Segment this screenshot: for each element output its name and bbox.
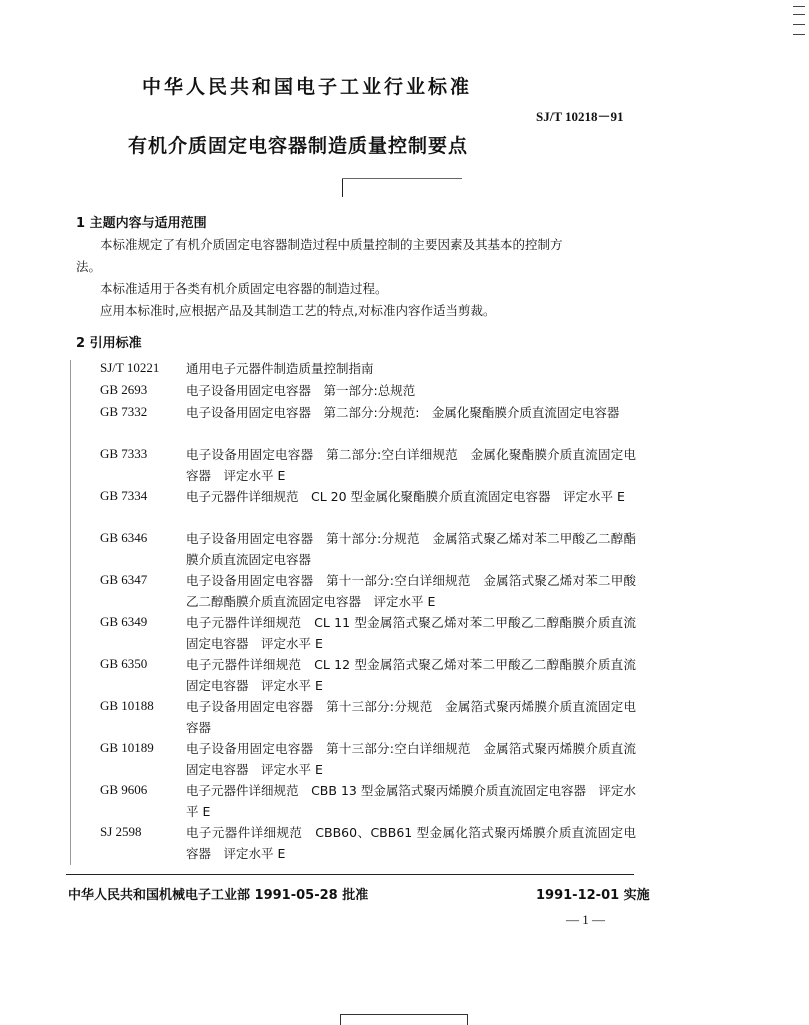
ref-code: GB 7334 — [100, 488, 148, 503]
ref-code: SJ 2598 — [100, 824, 142, 839]
ref-code: GB 10188 — [100, 698, 154, 713]
ref-code: GB 6349 — [100, 614, 148, 629]
scan-bottom-mark — [340, 1014, 468, 1025]
implementation-date: 1991-12-01 实施 — [536, 888, 650, 903]
page-number: — 1 — — [566, 912, 605, 927]
ref-title: 电子设备用固定电容器 第十三部分:空白详细规范 金属箔式聚丙烯膜介质直流固定电容器 评定水平 E — [186, 741, 636, 777]
ref-title: 电子设备用固定电容器 第十三部分:分规范 金属箔式聚丙烯膜介质直流固定电容器 — [186, 699, 636, 735]
ref-code: GB 6350 — [100, 656, 148, 671]
ref-title: 电子元器件详细规范 CBB 13 型金属箔式聚丙烯膜介质直流固定电容器 评定水平 E — [186, 783, 636, 819]
industry-standard-header: 中华人民共和国电子工业行业标准 — [142, 76, 473, 98]
ref-code: GB 7333 — [100, 446, 148, 461]
ref-code: GB 9606 — [100, 782, 148, 797]
ref-title: 通用电子元器件制造质量控制指南 — [186, 361, 374, 376]
scan-corner-marks — [791, 0, 805, 40]
ref-code: GB 2693 — [100, 382, 148, 397]
footer-rule — [66, 874, 634, 875]
ref-title: 电子元器件详细规范 CL 20 型金属化聚酯膜介质直流固定电容器 评定水平 E — [186, 489, 625, 504]
approval-statement: 中华人民共和国机械电子工业部 1991-05-28 批准 — [68, 888, 369, 903]
ref-code: GB 7332 — [100, 404, 148, 419]
section-1-para-1-line-1: 本标准规定了有机介质固定电容器制造过程中质量控制的主要因素及其基本的控制方 — [100, 237, 563, 252]
ref-title: 电子元器件详细规范 CL 12 型金属箔式聚乙烯对苯二甲酸乙二醇酯膜介质直流固定电容器 评定水平 E — [186, 657, 636, 693]
title-underline-box — [342, 178, 459, 197]
ref-title: 电子设备用固定电容器 第十一部分:空白详细规范 金属箔式聚乙烯对苯二甲酸乙二醇酯膜介质直流固定电容器 评定水平 E — [186, 573, 636, 609]
ref-title: 电子设备用固定电容器 第一部分:总规范 — [186, 383, 416, 398]
ref-code: SJ/T 10221 — [100, 360, 160, 375]
ref-title: 电子设备用固定电容器 第二部分:分规范: 金属化聚酯膜介质直流固定电容器 — [186, 405, 620, 420]
ref-title: 电子设备用固定电容器 第二部分:空白详细规范 金属化聚酯膜介质直流固定电容器 评定水平 E — [186, 447, 636, 483]
section-1-para-2: 本标准适用于各类有机介质固定电容器的制造过程。 — [100, 281, 388, 296]
standard-code: SJ/T 10218－91 — [536, 109, 624, 124]
ref-code: GB 6347 — [100, 572, 148, 587]
ref-code: GB 6346 — [100, 530, 148, 545]
section-1-heading: 1 主题内容与适用范围 — [76, 216, 207, 231]
section-1-para-3: 应用本标准时,应根据产品及其制造工艺的特点,对标准内容作适当剪裁。 — [100, 303, 496, 318]
margin-rule — [70, 360, 71, 865]
ref-title: 电子元器件详细规范 CL 11 型金属箔式聚乙烯对苯二甲酸乙二醇酯膜介质直流固定电容器 评定水平 E — [186, 615, 636, 651]
section-1-para-1-line-2: 法。 — [76, 259, 102, 274]
ref-code: GB 10189 — [100, 740, 154, 755]
ref-title: 电子元器件详细规范 CBB60、CBB61 型金属化箔式聚丙烯膜介质直流固定电容器 评定水平 E — [186, 825, 636, 861]
title-rule — [342, 178, 462, 179]
document-title: 有机介质固定电容器制造质量控制要点 — [128, 135, 469, 157]
section-2-heading: 2 引用标准 — [76, 336, 142, 351]
ref-title: 电子设备用固定电容器 第十部分:分规范 金属箔式聚乙烯对苯二甲酸乙二醇酯膜介质直流固定电容器 — [186, 531, 636, 567]
